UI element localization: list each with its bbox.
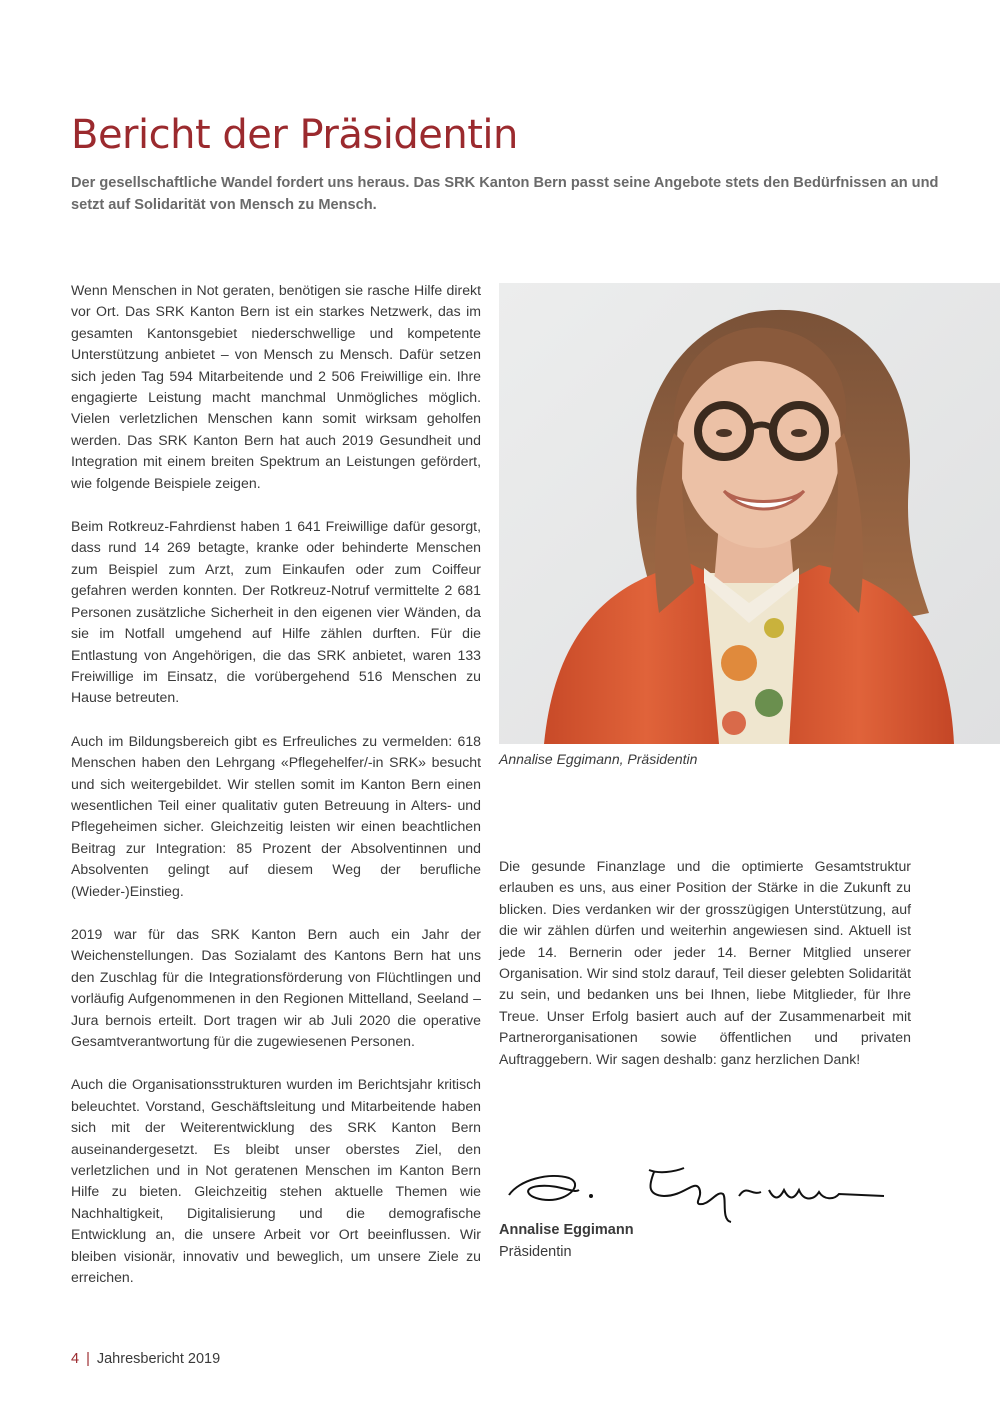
signatory-name: Annalise Eggimann xyxy=(499,1222,634,1238)
body-paragraph: Wenn Menschen in Not geraten, benötigen sie rasche Hilfe direkt vor Ort. Das SRK Kanton Bern ist ein starkes Netzwerk, das im gesamten Kantonsgebiet niederschwellige und kompetente Unterstützung anbietet – von Mensch zu Mensch. Dafür setzen sich jeden Tag 594 Mitarbeitende und 2 506 Freiwillige ein. Ihre engagierte Leistung macht manchmal Unmögliches möglich. Vielen verletzlichen Menschen kann somit wirksam geholfen werden. Das SRK Kanton Bern hat auch 2019 Gesundheit und Integration mit einem breiten Spektrum an Leistungen gefördert, wie folgende Beispiele zeigen. xyxy=(71,282,481,491)
left-column xyxy=(71,280,481,1310)
body-paragraph: Beim Rotkreuz-Fahrdienst haben 1 641 Freiwillige dafür gesorgt, dass rund 14 269 betagte, kranke oder behinderte Menschen zum Beispiel zum Arzt, zum Einkaufen oder zum Coiffeur gefahren werden konnten. Der Rotkreuz-Notruf vermittelte 2 681 Personen zusätzliche Sicherheit in den eigenen vier Wänden, da sie im Notfall umgehend auf Hilfe zählen durften. Für die Entlastung von Angehörigen, die das SRK anbietet, waren 133 Freiwillige im Einsatz, die vorübergehend 516 Menschen zu Hause betreuten. xyxy=(71,518,481,706)
body-paragraph: 2019 war für das SRK Kanton Bern auch ein Jahr der Weichenstellungen. Das Sozialamt des Kantons Bern hat uns den Zuschlag für die Integrationsförderung von Flüchtlingen und vorläufig Aufgenommenen in den Regionen Mittelland, Seeland – Jura bernois erteilt. Dort tragen wir ab Juli 2020 die operative Gesamtverantwortung für die zugewiesenen Personen. xyxy=(71,925,481,1049)
portrait-photo xyxy=(499,283,1000,744)
right-column xyxy=(499,856,911,1092)
page-footer xyxy=(71,1351,220,1367)
photo-caption: Annalise Eggimann, Präsidentin xyxy=(499,751,698,767)
body-paragraph: Die gesunde Finanzlage und die optimierte Gesamtstruktur erlauben es uns, aus einer Position der Stärke in die Zukunft zu blicken. Dies verdanken wir der grosszügigen Unterstützung, auf die wir zählen dürfen und weiterhin angewiesen sind. Aktuell ist jede 14. Bernerin oder jeder 14. Berner Mitglied unserer Organisation. Wir sind stolz darauf, Teil dieser gelebten Solidarität zu sein, und bedanken uns bei Ihnen, liebe Mitglieder, für Ihre Treue. Unser Erfolg basiert auch auf der Zusammenarbeit mit Partnerorganisationen sowie öffentlichen und privaten Auftraggebern. Wir sagen deshalb: ganz herzlichen Dank! xyxy=(499,858,911,1067)
page-title: Bericht der Präsidentin xyxy=(71,112,518,158)
page-number: 4 xyxy=(71,1351,80,1367)
handwritten-signature xyxy=(499,1160,899,1230)
body-paragraph: Auch im Bildungsbereich gibt es Erfreuliches zu vermelden: 618 Menschen haben den Lehrgang «Pflegehelfer/-in SRK» besucht und sich weitergebildet. Wir stellen somit im Kanton Bern einen wesentlichen Teil einer qualitativ guten Betreuung in Alters- und Pflegeheimen sicher. Gleichzeitig leisten wir einen beachtlichen Beitrag zur Integration: 85 Prozent der Absolventinnen und Absolventen gelingt auf diesem Weg der berufliche (Wieder-)Einstieg. xyxy=(71,732,481,899)
signatory-role: Präsidentin xyxy=(499,1244,572,1260)
body-paragraph: Auch die Organisationsstrukturen wurden im Berichtsjahr kritisch beleuchtet. Vorstand, Geschäftsleitung und Mitarbeitende haben sich mit der Weiterentwicklung des SRK Kanton Bern auseinandergesetzt. Es bleibt unser oberstes Ziel, den verletzlichen und in Not geratenen Menschen im Kanton Bern Hilfe zu bieten. Gleichzeitig stehen aktuelle Themen wie Nachhaltigkeit, Digitalisierung und die demografische Entwicklung an, die unsere Arbeit vor Ort beeinflussen. Wir bleiben visionär, innovativ und beweglich, um unsere Ziele zu erreichen. xyxy=(71,1076,481,1286)
publication-title: Jahresbericht 2019 xyxy=(96,1351,221,1367)
lead-paragraph: Der gesellschaftliche Wandel fordert uns heraus. Das SRK Kanton Bern passt seine Angebote stets den Bedürfnissen an und setzt auf Solidarität von Mensch zu Mensch. xyxy=(71,175,939,213)
footer-separator: | xyxy=(86,1351,90,1367)
